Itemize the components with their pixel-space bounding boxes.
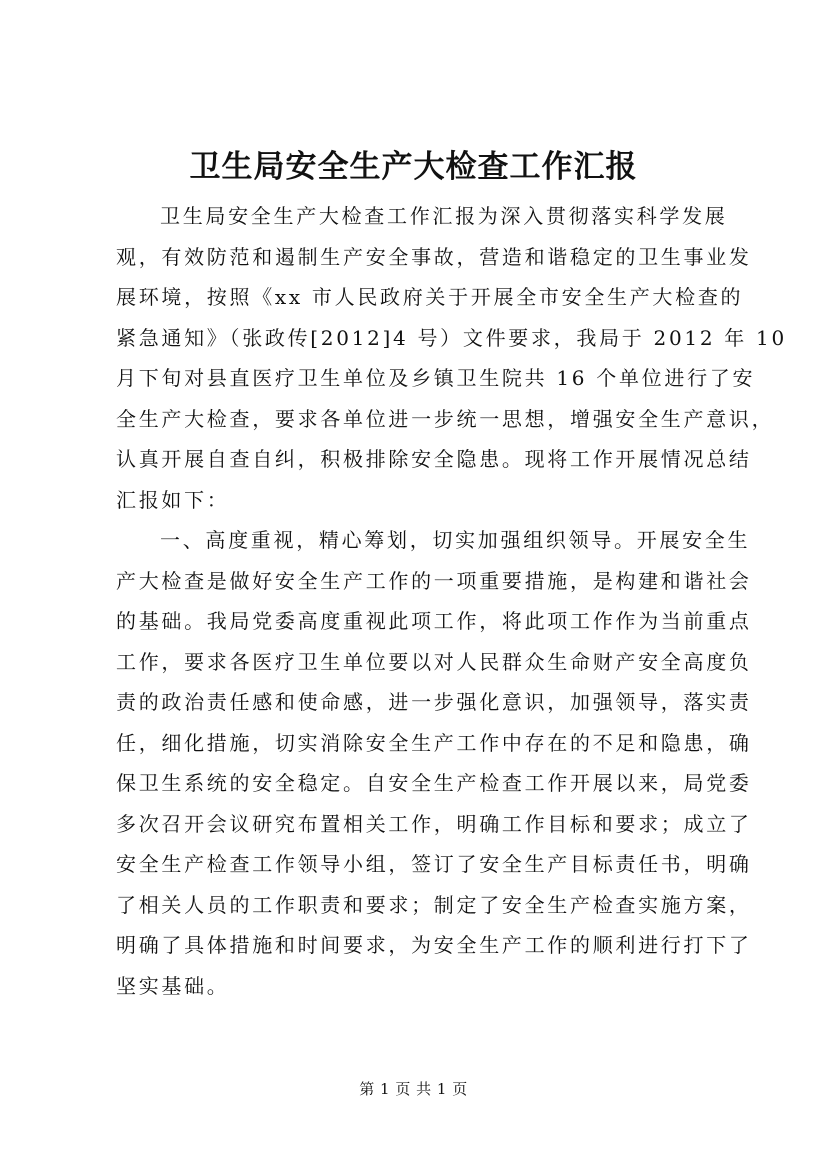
text-line: 产大检查是做好安全生产工作的一项重要措施，是构建和谐社会 <box>116 568 752 593</box>
text-line: 月下旬对县直医疗卫生单位及乡镇卫生院共 16 个单位进行了安 <box>116 366 756 390</box>
text-line: 多次召开会议研究布置相关工作，明确工作目标和要求；成立了 <box>116 811 752 836</box>
paragraph-section-1 <box>116 520 752 1006</box>
document-title: 卫生局安全生产大检查工作汇报 <box>189 149 638 185</box>
text-line: 观，有效防范和遏制生产安全事故，营造和谐稳定的卫生事业发 <box>116 244 752 269</box>
text-line: 一、高度重视，精心筹划，切实加强组织领导。开展安全生 <box>160 528 751 552</box>
text-line: 认真开展自查自纠，积极排除安全隐患。现将工作开展情况总结 <box>116 447 752 471</box>
text-line: 明确了具体措施和时间要求，为安全生产工作的顺利进行打下了 <box>116 933 752 957</box>
text-line: 坚实基础。 <box>116 973 230 998</box>
text-line: 责的政治责任感和使命感，进一步强化意识，加强领导，落实责 <box>116 690 752 714</box>
text-line: 保卫生系统的安全稳定。自安全生产检查工作开展以来，局党委 <box>116 771 752 795</box>
text-line: 卫生局安全生产大检查工作汇报为深入贯彻落实科学发展 <box>160 204 728 228</box>
text-line: 紧急通知》（张政传[2012]4 号）文件要求，我局于 2012 年 10 <box>116 325 787 350</box>
page-footer: 第 1 页 共 1 页 <box>359 1080 468 1098</box>
text-line: 任，细化措施，切实消除安全生产工作中存在的不足和隐患，确 <box>116 730 752 755</box>
text-line: 了相关人员的工作职责和要求；制定了安全生产检查实施方案， <box>116 892 752 917</box>
text-line: 展环境，按照《xx 市人民政府关于开展全市安全生产大检查的 <box>116 285 744 309</box>
document-body <box>116 196 787 1006</box>
text-line: 全生产大检查，要求各单位进一步统一思想，增强安全生产意识， <box>116 406 775 431</box>
text-line: 安全生产检查工作领导小组，签订了安全生产目标责任书，明确 <box>116 852 752 876</box>
text-line: 工作，要求各医疗卫生单位要以对人民群众生命财产安全高度负 <box>116 649 752 674</box>
paragraph-intro <box>116 196 787 520</box>
text-line: 的基础。我局党委高度重视此项工作，将此项工作作为当前重点 <box>116 609 752 633</box>
text-line: 汇报如下： <box>116 487 230 512</box>
